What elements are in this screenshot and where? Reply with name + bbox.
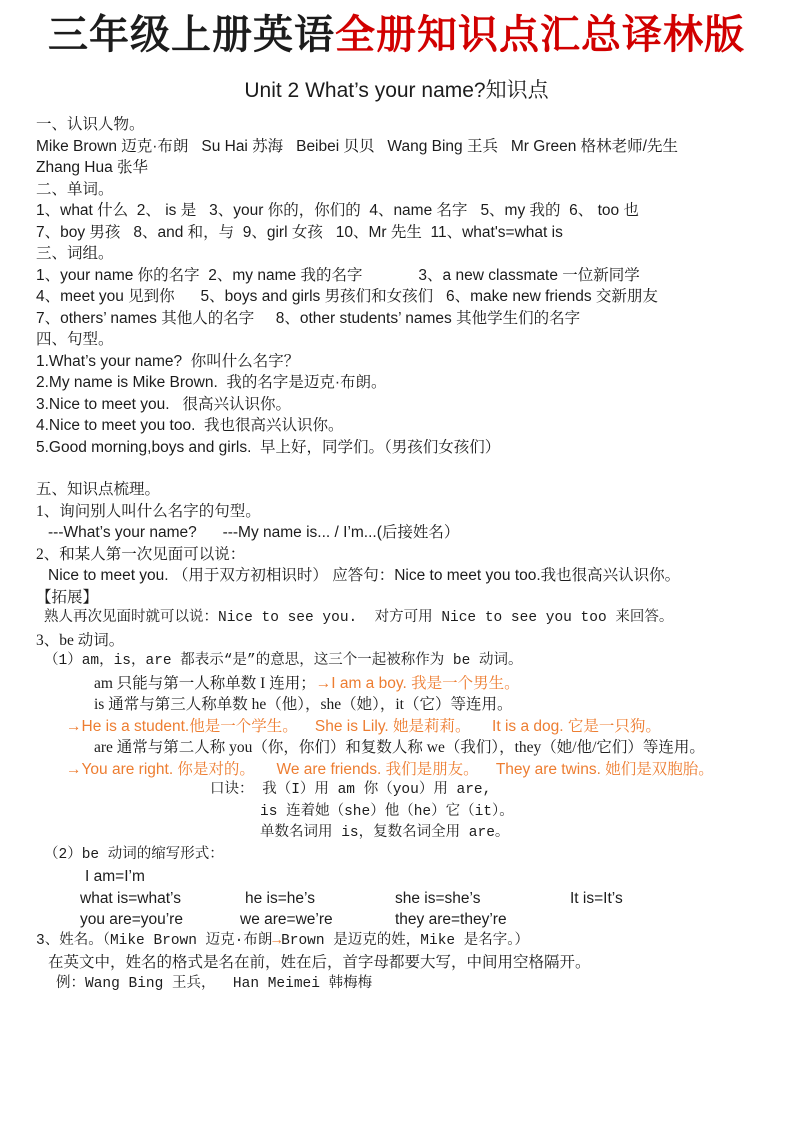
sentence-4: 4.Nice to meet you too. 我也很高兴认识你。 <box>36 417 344 434</box>
unit-subtitle: Unit 2 What’s your name?知识点 <box>244 79 549 102</box>
section3-heading: 三、词组。 <box>36 245 114 262</box>
words-line-2: 7、boy 男孩 8、and 和，与 9、girl 女孩 10、Mr 先生 11、what's=what is <box>36 223 563 241</box>
mnemonic-line-3: 单数名词用 is，复数名词全用 are。 <box>260 825 510 841</box>
point1-answer-pattern: ---What’s your name? ---My name is... / I’m...(后接姓名） <box>48 524 460 541</box>
section-gap <box>36 458 757 479</box>
sentence-5: 5.Good morning,boys and girls. 早上好，同学们。（男孩们女孩们） <box>36 438 501 456</box>
page-title-red: 全册知识点汇总译林版 <box>335 13 745 57</box>
persons-line-1: Mike Brown 迈克·布朗 Su Hai 苏海 Beibei 贝贝 Wang Bing 王兵 Mr Green 格林老师/先生 <box>36 137 678 155</box>
be-are-rule: are 通常与第二人称 you（你，你们）和复数人称 we（我们），they（她/他/它们）等连用。 <box>94 739 705 756</box>
mnemonic-label: 口诀： <box>210 782 263 798</box>
be-am-rule-text: am 只能与第一人称单数 I 连用； <box>94 674 316 692</box>
name-heading-pre: 3、姓名。（Mike Brown 迈克·布朗 <box>36 932 273 949</box>
persons-line-2: Zhang Hua 张华 <box>36 159 148 176</box>
contraction-she-is: she is=she’s <box>395 889 481 907</box>
phrases-line-3: 7、others’ names 其他人的名字 8、other students’ names 其他学生们的名字 <box>36 309 581 327</box>
section4-heading: 四、句型。 <box>36 331 114 348</box>
point3-name-heading <box>36 931 757 953</box>
point3-be-verb-heading: 3、be 动词。 <box>36 631 125 649</box>
contraction-row-1 <box>85 866 757 888</box>
point1-ask-name: 1、询问别人叫什么名字的句型。 <box>36 502 261 520</box>
page-title-black: 三年级上册英语 <box>48 13 335 57</box>
section2-heading: 二、单词。 <box>36 180 114 198</box>
be-am-example: →I am a boy. 我是一个男生。 <box>315 674 520 692</box>
sentence-3: 3.Nice to meet you. 很高兴认识你。 <box>36 395 291 413</box>
sentence-2: 2.My name is Mike Brown. 我的名字是迈克·布朗。 <box>36 374 387 391</box>
contraction-it-is: It is=It’s <box>570 889 623 907</box>
point2-first-meet: 2、和某人第一次见面可以说： <box>36 545 246 563</box>
expand-tag: 【拓展】 <box>36 588 99 606</box>
be-am-rule <box>94 673 757 695</box>
contraction-you-are: you are=you’re <box>80 911 183 928</box>
name-heading-post: Brown 是迈克的姓，Mike 是名字。） <box>281 932 530 949</box>
sentence-1: 1.What’s your name? 你叫什么名字？ <box>36 352 300 370</box>
be-is-rule: is 通常与第三人称单数 he（他），she（她），it（它）等连用。 <box>94 696 513 713</box>
phrases-line-1: 1、your name 你的名字 2、my name 我的名字 3、a new classmate 一位新同学 <box>36 266 640 284</box>
contraction-we-are: we are=we’re <box>240 911 333 928</box>
mnemonic-text-1: 我（I）用 am 你（you）用 are, <box>262 782 492 798</box>
contraction-what-is: what is=what’s <box>80 889 181 907</box>
contraction-row-2 <box>80 888 757 910</box>
page-title <box>36 10 757 60</box>
section1-heading: 一、认识人物。 <box>36 116 145 133</box>
contraction-i-am: I am=I’m <box>85 868 145 885</box>
contraction-row-3 <box>80 909 757 931</box>
expand-line: 熟人再次见面时就可以说：Nice to see you. 对方可用 Nice to see you too 来回答。 <box>44 610 674 626</box>
mnemonic-line-2: is 连着她（she）他（he）它（it）。 <box>260 803 514 820</box>
contraction-he-is: he is=he’s <box>245 889 315 907</box>
point2-first-meet-detail: Nice to meet you. （用于双方初相识时） 应答句：Nice to meet you too.我也很高兴认识你。 <box>48 567 681 584</box>
name-heading-arrow-icon: → <box>272 932 282 949</box>
mnemonic-line-1 <box>210 780 757 802</box>
name-example: 例：Wang Bing 王兵， Han Meimei 韩梅梅 <box>56 975 373 992</box>
be-rule-1: （1）am，is，are 都表示“是”的意思，这三个一起被称作为 be 动词。 <box>44 653 523 669</box>
phrases-line-2: 4、meet you 见到你 5、boys and girls 男孩们和女孩们 6、make new friends 交新朋友 <box>36 288 658 305</box>
be-rule-2: （2）be 动词的缩写形式： <box>44 846 224 863</box>
be-is-examples: →He is a student.他是一个学生。 She is Lily. 她是莉莉。 It is a dog. 它是一只狗。 <box>66 717 661 735</box>
contraction-they-are: they are=they’re <box>395 911 507 928</box>
section5-heading: 五、知识点梳理。 <box>36 481 161 498</box>
be-are-examples: →You are right. 你是对的。 We are friends. 我们是朋友。 They are twins. 她们是双胞胎。 <box>66 760 714 778</box>
name-format-rule: 在英文中，姓名的格式是名在前，姓在后，首字母都要大写，中间用空格隔开。 <box>48 954 591 971</box>
words-line-1: 1、what 什么 2、 is 是 3、your 你的，你们的 4、name 名字 5、my 我的 6、 too 也 <box>36 202 639 219</box>
